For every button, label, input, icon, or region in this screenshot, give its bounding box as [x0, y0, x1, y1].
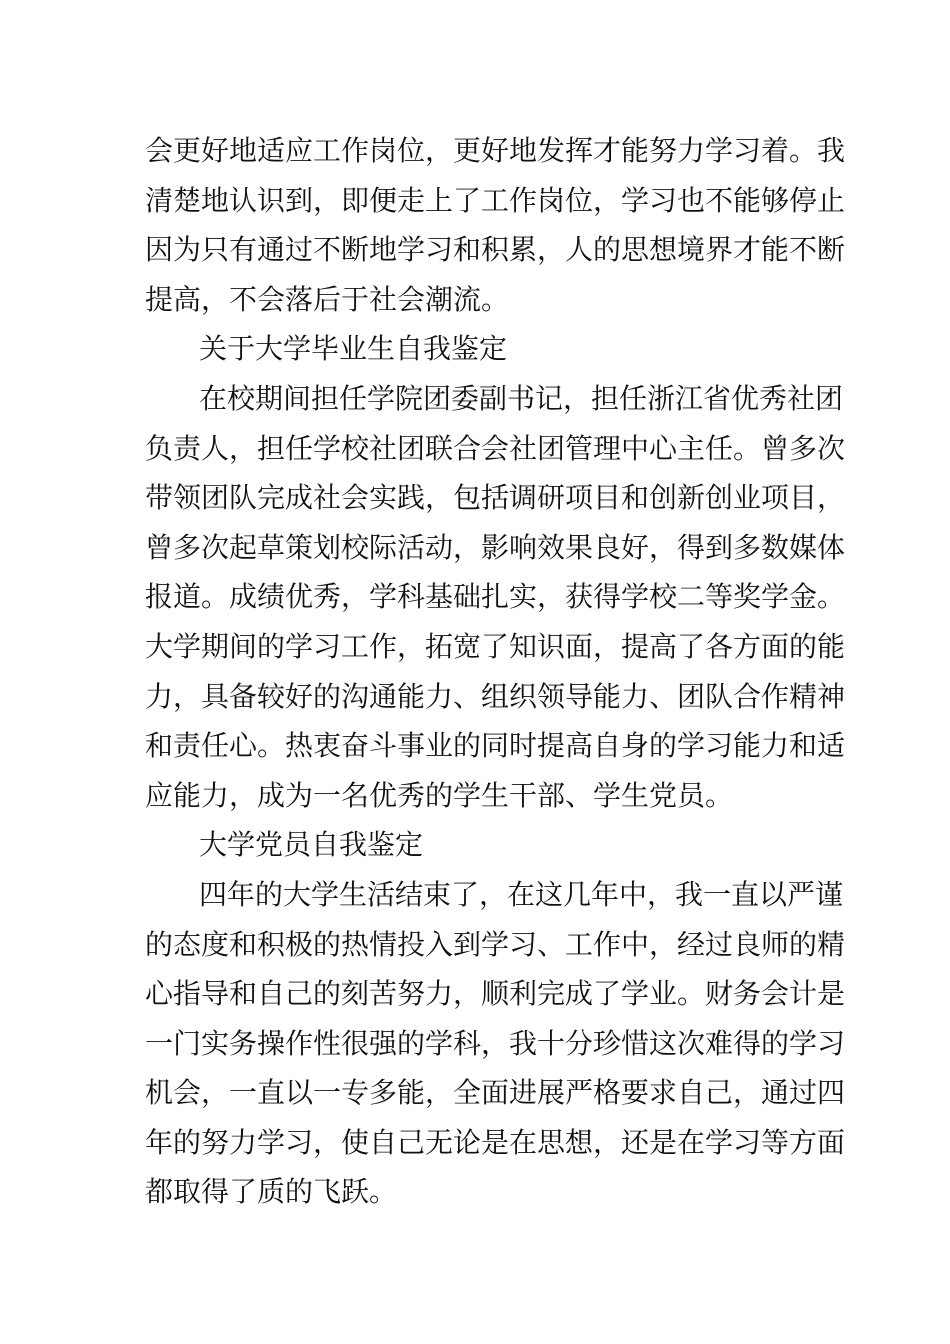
text-line: 会更好地适应工作岗位，更好地发挥才能努力学习着。我	[145, 134, 846, 167]
text-line: 曾多次起草策划校际活动，影响效果良好，得到多数媒体	[145, 530, 846, 564]
text-line: 心指导和自己的刻苦努力，顺利完成了学业。财务会计是	[145, 977, 846, 1011]
document-body	[145, 126, 846, 1217]
text-line: 报道。成绩优秀，学科基础扎实，获得学校二等奖学金。	[145, 580, 846, 614]
text-line: 清楚地认识到，即便走上了工作岗位，学习也不能够停止	[145, 183, 846, 217]
text-line: 和责任心。热衷奋斗事业的同时提高自身的学习能力和适	[145, 729, 846, 763]
text-line: 应能力，成为一名优秀的学生干部、学生党员。	[145, 778, 734, 812]
text-line: 在校期间担任学院团委副书记，担任浙江省优秀社团	[199, 381, 844, 415]
text-line: 机会，一直以一专多能，全面进展严格要求自己，通过四	[145, 1076, 846, 1110]
text-line: 大学党员自我鉴定	[199, 828, 424, 862]
text-line: 的态度和积极的热情投入到学习、工作中，经过良师的精	[145, 927, 846, 961]
text-line: 都取得了质的飞跃。	[145, 1175, 398, 1209]
text-line: 关于大学毕业生自我鉴定	[199, 332, 508, 366]
text-line: 带领团队完成社会实践，包括调研项目和创新创业项目，	[145, 481, 846, 515]
text-line: 年的努力学习，使自己无论是在思想，还是在学习等方面	[145, 1125, 846, 1159]
text-line: 负责人，担任学校社团联合会社团管理中心主任。曾多次	[145, 431, 846, 465]
text-line: 大学期间的学习工作，拓宽了知识面，提高了各方面的能	[145, 629, 846, 663]
text-line: 提高，不会落后于社会潮流。	[145, 282, 510, 316]
text-line: 一门实务操作性很强的学科，我十分珍惜这次难得的学习	[145, 1026, 846, 1060]
text-line: 四年的大学生活结束了，在这几年中，我一直以严谨	[199, 877, 844, 911]
text-line: 力，具备较好的沟通能力、组织领导能力、团队合作精神	[145, 679, 846, 713]
text-line: 因为只有通过不断地学习和积累，人的思想境界才能不断	[145, 233, 846, 267]
